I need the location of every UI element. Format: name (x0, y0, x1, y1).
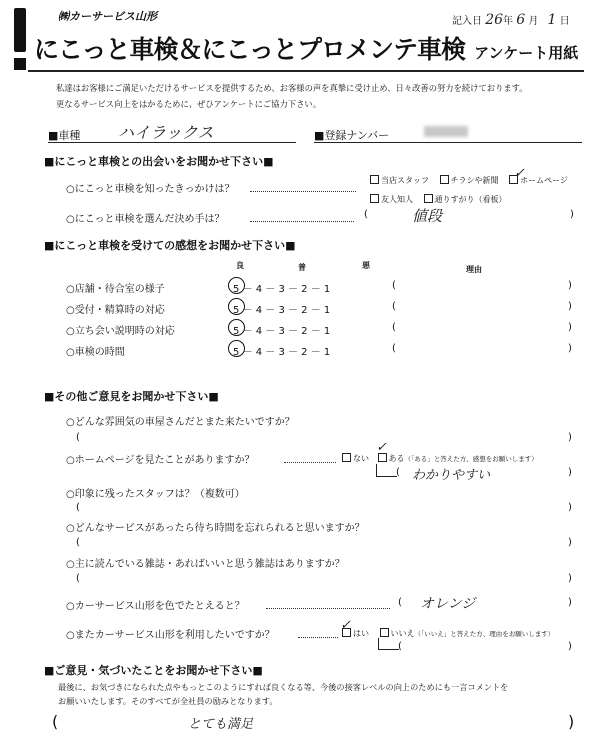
bracket-connector (378, 638, 399, 650)
rating-scale: 5 － 4 － 3 － 2 － 1 (233, 326, 331, 337)
s3-q6: ○カーサービス山形を色でたとえると？ (66, 601, 245, 612)
close-paren: ) (568, 322, 572, 333)
s1-q1-options-row1 (370, 175, 568, 186)
close-paren: ) (568, 343, 572, 354)
checkbox[interactable] (370, 175, 379, 184)
s3-q7-options (342, 628, 554, 639)
option-no: いいえ (390, 629, 415, 638)
close-paren: ) (568, 432, 572, 443)
option-label: チラシや新聞 (450, 176, 499, 185)
option-no-note: （「いいえ」と答えた方、理由をお願いします） (414, 630, 555, 638)
section3-title: ■その他ご意見をお聞かせ下さい■ (44, 390, 219, 403)
plate-underline (314, 142, 582, 143)
checkbox[interactable] (380, 628, 389, 637)
close-paren: ) (568, 573, 572, 584)
date-field (452, 12, 570, 28)
rating-scale: 5 － 4 － 3 － 2 － 1 (233, 284, 331, 295)
model-label: ■車種 (48, 129, 81, 142)
page-title (34, 30, 578, 66)
s3-q3: ○印象に残ったスタッフは？（複数可） (66, 489, 245, 500)
date-month: 6 (516, 12, 526, 28)
rating-row-label: ○店舗・待合室の様子 (66, 284, 165, 295)
s3-q6-leader (266, 608, 390, 609)
option-label: 当店スタッフ (381, 176, 429, 185)
checkbox[interactable] (424, 194, 433, 203)
close-paren: ) (570, 209, 574, 220)
close-paren: ) (568, 280, 572, 291)
rating-scale: 5 － 4 － 3 － 2 － 1 (233, 347, 331, 358)
date-year-unit: 年 (503, 16, 514, 27)
option-label: ホームページ (520, 176, 568, 185)
date-year: 26 (485, 12, 504, 28)
rating-row-label: ○受付・精算時の対応 (66, 305, 165, 316)
selected-rating-circle (228, 298, 245, 315)
open-paren: ( (392, 301, 396, 312)
section1-title: ■にこっと車検との出会いをお聞かせ下さい■ (44, 155, 274, 168)
rating-scale: 5 － 4 － 3 － 2 － 1 (233, 305, 331, 316)
rating-row-label: ○車検の時間 (66, 347, 125, 358)
s1-q1-leader (250, 191, 356, 192)
close-paren: ) (568, 712, 575, 731)
check-mark-icon: ✓ (340, 618, 351, 633)
close-paren: ) (568, 502, 572, 513)
s1-q2: ○にこっと車検を選んだ決め手は？ (66, 214, 225, 225)
exclamation-mark (14, 8, 28, 70)
s3-q7-leader (298, 637, 338, 638)
rating-row-label: ○立ち会い説明時の対応 (66, 326, 175, 337)
open-paren: ( (76, 502, 80, 513)
s4-answer: とても満足 (188, 717, 254, 732)
s3-q2: ○ホームページを見たことがありますか？ (66, 455, 255, 466)
model-underline (48, 142, 296, 143)
open-paren: ( (398, 641, 402, 652)
open-paren: ( (364, 209, 368, 220)
open-paren: ( (398, 597, 402, 608)
option-label: 友人知人 (381, 195, 413, 204)
s1-q2-leader (250, 221, 354, 222)
title-underline (28, 70, 584, 72)
intro-line-2: 更なるサービス向上をはかるために、ぜひアンケートにご協力下さい。 (56, 99, 322, 109)
col-normal: 普 (298, 263, 306, 272)
checkbox[interactable] (440, 175, 449, 184)
close-paren: ) (568, 641, 572, 652)
check-mark-icon: ✓ (376, 440, 387, 455)
s3-q2-options (342, 453, 538, 464)
open-paren: ( (76, 432, 80, 443)
s3-q2-answer: わかりやすい (412, 468, 491, 483)
close-paren: ) (568, 467, 572, 478)
company-logo: ㈱カーサービス山形 (58, 10, 157, 23)
date-label: 記入日 (452, 16, 482, 27)
intro-line-1: 私達はお客様にご満足いただけるサービスを提供するため、お客様の声を真摯に受け止め、日々改善の努力を続けております。 (56, 83, 528, 93)
s3-q1: ○どんな雰囲気の車屋さんだとまた来たいですか？ (66, 417, 295, 428)
selected-rating-circle (228, 277, 245, 294)
s3-q6-answer: オレンジ (420, 596, 476, 612)
check-mark-icon: ✓ (514, 166, 525, 181)
option-yes: はい (353, 629, 369, 638)
s3-q4: ○どんなサービスがあったら待ち時間を忘れられると思いますか？ (66, 523, 365, 534)
open-paren: ( (76, 573, 80, 584)
close-paren: ) (568, 301, 572, 312)
bracket-connector (376, 464, 397, 477)
s1-q1: ○にこっと車検を知ったきっかけは？ (66, 184, 235, 195)
checkbox[interactable] (342, 453, 351, 462)
option-yes: ある (388, 454, 405, 463)
s3-q7: ○またカーサービス山形を利用したいですか？ (66, 630, 275, 641)
model-value: ハイラックス (118, 123, 214, 142)
close-paren: ) (568, 537, 572, 548)
open-paren: ( (52, 712, 59, 731)
option-yes-note: （「ある」と答えた方、感想をお願いします） (404, 455, 538, 463)
section2-title: ■にこっと車検を受けての感想をお聞かせ下さい■ (44, 239, 296, 252)
col-reason: 理由 (466, 265, 482, 274)
checkbox[interactable] (370, 194, 379, 203)
date-day-unit: 日 (559, 16, 570, 27)
col-bad: 悪 (362, 261, 370, 270)
selected-rating-circle (228, 340, 245, 357)
s3-q5: ○主に読んでいる雑誌・あればいいと思う雑誌はありますか？ (66, 559, 345, 570)
plate-redacted (424, 126, 468, 137)
open-paren: ( (392, 280, 396, 291)
date-month-unit: 月 (528, 16, 539, 27)
open-paren: ( (76, 537, 80, 548)
option-no: ない (353, 454, 369, 463)
s1-q1-options-row2 (370, 194, 507, 205)
section4-title: ■ご意見・気づいたことをお聞かせ下さい■ (44, 664, 263, 677)
selected-rating-circle (228, 319, 245, 336)
plate-label: ■登録ナンバー (314, 129, 390, 142)
open-paren: ( (392, 343, 396, 354)
s3-q2-leader (284, 462, 336, 463)
s4-line-1: 最後に、お気づきになられた点やもっとこのようにすれば良くなる等、今後の接客レベルの向上のためにも一言コメントを (58, 682, 509, 692)
title-sub: アンケート用紙 (474, 44, 579, 62)
open-paren: ( (396, 467, 400, 478)
s4-line-2: お願いいたします。そのすべてが全社員の励みとなります。 (58, 696, 278, 706)
col-good: 良 (236, 261, 244, 270)
option-label: 通りすがり（看板） (434, 195, 507, 204)
date-day: 1 (547, 12, 557, 28)
s1-q2-answer: 値段 (412, 207, 443, 225)
close-paren: ) (568, 597, 572, 608)
title-main: にこっと車検＆にこっとプロメンテ車検 (34, 35, 466, 64)
open-paren: ( (392, 322, 396, 333)
